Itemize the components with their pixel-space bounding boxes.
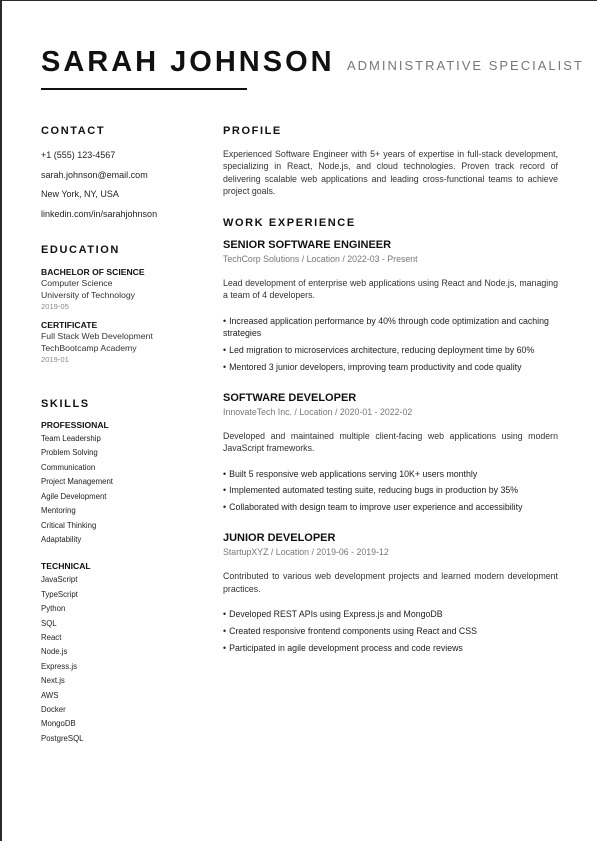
page-border-left: [0, 0, 2, 841]
contact-email[interactable]: sarah.johnson@email.com: [41, 169, 148, 180]
education-degree: CERTIFICATE: [41, 320, 98, 331]
right-column: [223, 125, 558, 658]
education-field: Full Stack Web Development: [41, 331, 153, 342]
job-bullet: • Developed REST APIs using Express.js and MongoDB: [223, 608, 558, 620]
job-summary: Contributed to various web development projects and learned modern development practices.: [223, 571, 558, 594]
contact-location: New York, NY, USA: [41, 189, 119, 200]
job-bullet: • Collaborated with design team to improve user experience and accessibility: [223, 501, 558, 513]
skill-item: MongoDB: [41, 719, 76, 729]
technical-skills-list: [41, 573, 206, 746]
skill-item: Mentoring: [41, 506, 76, 516]
job-bullet: • Built 5 responsive web applications serving 10K+ users monthly: [223, 468, 558, 480]
experience-heading: WORK EXPERIENCE: [223, 217, 356, 230]
job-bullet: • Participated in agile development process and code reviews: [223, 642, 558, 654]
professional-skills-list: [41, 432, 206, 547]
skill-item: Docker: [41, 704, 66, 714]
education-date: 2019-01: [41, 355, 69, 365]
skill-item: Agile Development: [41, 491, 107, 501]
job-bullet: • Implemented automated testing suite, reducing bugs in production by 35%: [223, 484, 558, 496]
name-underline: [41, 88, 247, 90]
skill-item: Express.js: [41, 661, 77, 671]
job-bullets: [223, 608, 558, 654]
skill-item: Critical Thinking: [41, 520, 97, 530]
job-bullet: • Created responsive frontend components using React and CSS: [223, 625, 558, 637]
profile-section: [223, 125, 558, 197]
job-bullet: • Led migration to microservices architecture, reducing deployment time by 60%: [223, 344, 558, 356]
job-bullets: [223, 315, 558, 373]
profile-text: Experienced Software Engineer with 5+ years of expertise in full-stack development, specializing in React, Node.js, and cloud technologies. Proven track record of delivering scalable web applications and leading cross-functional teams to achieve project goals.: [223, 149, 558, 196]
skill-item: Node.js: [41, 647, 68, 657]
skill-item: JavaScript: [41, 575, 78, 585]
skills-heading: SKILLS: [41, 398, 90, 411]
job-entry: [223, 239, 558, 373]
education-date: 2019-05: [41, 302, 69, 312]
page-border-top: [0, 0, 597, 1]
experience-section: [223, 217, 558, 654]
job-summary: Lead development of enterprise web applications using React and Node.js, managing a team of 4 developers.: [223, 278, 558, 301]
skill-item: Next.js: [41, 676, 65, 686]
skill-item: Problem Solving: [41, 448, 98, 458]
job-meta: StartupXYZ / Location / 2019-06 - 2019-12: [223, 547, 389, 558]
skill-item: Project Management: [41, 477, 113, 487]
contact-section: [41, 125, 206, 220]
job-bullet: • Mentored 3 junior developers, improving team productivity and code quality: [223, 361, 558, 373]
job-bullet: • Increased application performance by 40% through code optimization and caching strategies: [223, 315, 558, 340]
job-entry: [223, 392, 558, 513]
contact-heading: CONTACT: [41, 125, 106, 137]
skill-item: SQL: [41, 618, 57, 628]
education-degree: BACHELOR OF SCIENCE: [41, 267, 145, 278]
contact-phone: +1 (555) 123-4567: [41, 150, 116, 160]
job-bullets: [223, 468, 558, 514]
education-item: [41, 320, 206, 365]
professional-skills-heading: PROFESSIONAL: [41, 420, 109, 431]
education-field: Computer Science: [41, 278, 113, 289]
technical-skills-heading: TECHNICAL: [41, 561, 91, 572]
job-entry: [223, 532, 558, 653]
skill-item: Adaptability: [41, 534, 82, 544]
skill-item: PostgreSQL: [41, 733, 84, 743]
skill-item: React: [41, 632, 62, 642]
skills-section: [41, 398, 206, 746]
job-title: SOFTWARE DEVELOPER: [223, 391, 357, 404]
job-meta: TechCorp Solutions / Location / 2022-03 - Present: [223, 254, 418, 265]
job-meta: InnovateTech Inc. / Location / 2020-01 - 2022-02: [223, 406, 413, 417]
job-summary: Developed and maintained multiple client-facing web applications using modern JavaScript frameworks.: [223, 430, 558, 454]
left-column: [41, 125, 206, 746]
profile-heading: PROFILE: [223, 125, 282, 137]
job-title: JUNIOR DEVELOPER: [223, 532, 336, 545]
contact-linkedin[interactable]: linkedin.com/in/sarahjohnson: [41, 209, 158, 220]
skill-item: Team Leadership: [41, 434, 101, 444]
education-heading: EDUCATION: [41, 244, 120, 257]
skill-item: Communication: [41, 462, 96, 472]
skill-item: Python: [41, 604, 66, 614]
education-school: University of Technology: [41, 290, 135, 301]
candidate-title: ADMINISTRATIVE SPECIALIST: [347, 58, 584, 73]
job-title: SENIOR SOFTWARE ENGINEER: [223, 239, 392, 252]
education-school: TechBootcamp Academy: [41, 343, 137, 354]
candidate-name: SARAH JOHNSON: [41, 46, 335, 78]
skill-item: AWS: [41, 690, 59, 700]
education-section: [41, 244, 206, 365]
education-item: [41, 267, 206, 312]
skill-item: TypeScript: [41, 589, 78, 599]
